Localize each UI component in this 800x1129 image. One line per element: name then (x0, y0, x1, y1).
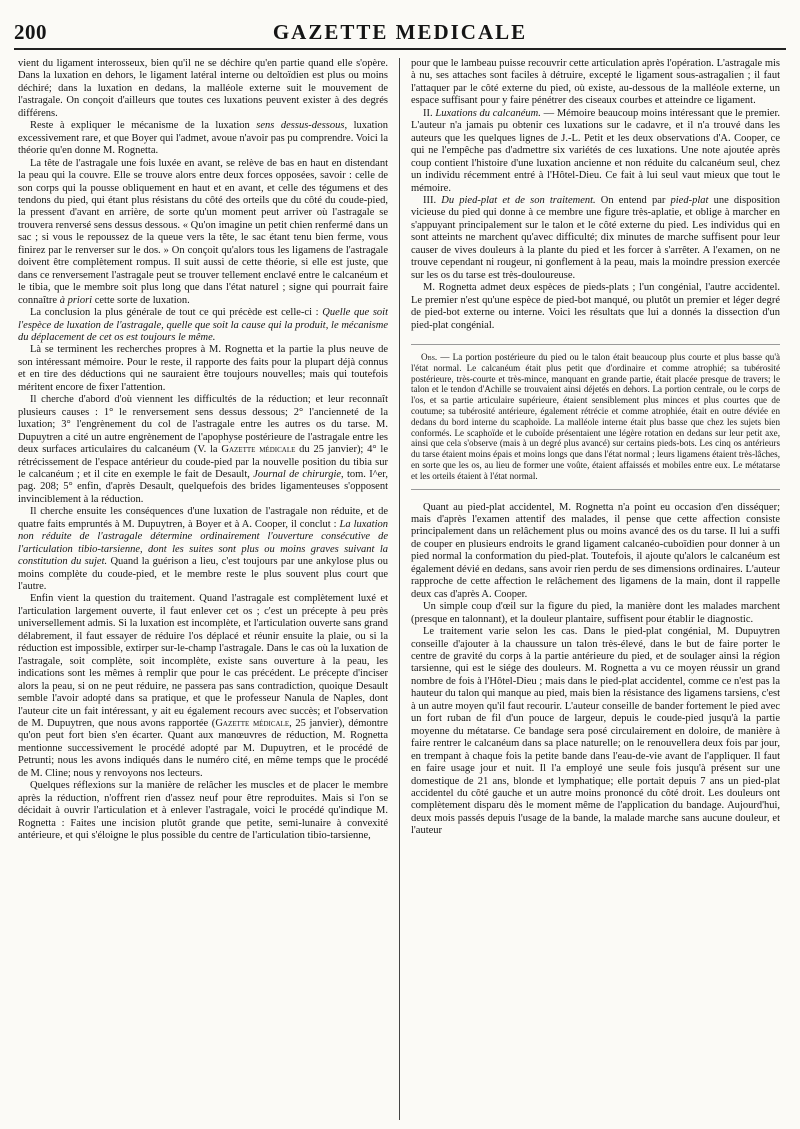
paragraph: II. Luxations du calcanéum. — Mémoire beaucoup moins intéressant que le premier. L'auteur n'a jamais pu obtenir ces luxations sur le cadavre, et il n'a trouvé dans les auteurs que les quelques lignes de J.-L. Petit et les deux observations d'A. Cooper, ce qui ne l'empêche pas d'admettre six variétés de ces luxations. Une note ajoutée après coup contient l'histoire d'une luxation ancienne et non réduite du calcanéum seul, chez un individu récemment entré à l'Hôtel-Dieu. Ce fait à lui seul vaut mieux que tout le mémoire. (411, 107, 780, 194)
paragraph: pour que le lambeau puisse recouvrir cette articulation après l'opération. L'astragale mis à nu, ses attaches sont faciles à détruire, excepté le ligament sous-astragalien ; il faut l'attaquer par le côté externe du pied, où existe, au-dessous de la malléole externe, un espace suffisant pour y faire pénétrer des ciseaux courbes et atteindre ce ligament. (411, 58, 780, 107)
header-rule (14, 48, 786, 50)
paragraph: Il cherche ensuite les conséquences d'une luxation de l'astragale non réduite, et de quatre faits empruntés à M. Dupuytren, à Boyer et à A. Cooper, il conclut : La luxation non réduite de l'astragale détermine ordinairement l'ouverture consécutive de l'articulation tibio-tarsienne, dont les suites sont plus ou moins graves suivant la constitution du sujet. Quand la guérison a lieu, c'est toujours par une ankylose plus ou moins complète du coude-pied, et le membre reste le plus souvent plus court que l'autre. (18, 506, 388, 593)
paragraph: M. Rognetta admet deux espèces de pieds-plats ; l'un congénial, l'autre accidentel. Le premier n'est qu'une espèce de pied-bot manqué, ou plutôt un premier et léger degré de pied-bot externe ou interne. Voici les résultats que lui a donnés la dissection d'un pied-plat congénial. (411, 282, 780, 331)
paragraph: III. Du pied-plat et de son traitement. On entend par pied-plat une disposition vicieuse du pied qui donne à ce membre une figure très-aplatie, et oblige à marcher en s'appuyant principalement sur le talon et le côté externe du pied. Les individus qui en sont atteints ne marchent qu'avec difficulté; dix minutes de marche suffisent pour leur causer de vives douleurs à la plante du pied et les forcer à s'arrêter. A l'examen, on ne trouve cependant ni rougeur, ni gonflement à la peau, mais la moindre pression exercée sur les os du tarse est très-douloureuse. (411, 194, 780, 281)
paragraph: Enfin vient la question du traitement. Quand l'astragale est complètement luxé et l'articulation largement ouverte, il faut enlever cet os ; c'est un précepte à peu près universellement admis. Si la luxation est incomplète, et l'articulation ouverte sans grand délabrement, il faut essayer de réduire l'os déplacé et réunir ensuite la plaie, ou si la réduction est impossible, extirper sur-le-champ l'astragale. Dans le cas où la luxation de l'astragale, soit complète, soit incomplète, existe sans ouverture à la peau, les indications sont les mêmes à remplir que pour le cas précédent. Le précepte d'inciser alors la peau, si on ne peut réduire, ne passera pas sans contradiction, quoique Desault semble l'avoir adopté dans sa pratique, et que le professeur Nanula de Naples, dont l'auteur cite un fait intéressant, y ait eu également recours avec succès; et l'observation de M. Dupuytren, que nous avons rapportée (Gazette médicale, 25 janvier), démontre qu'on peut fort bien s'en écarter. Quant aux manœuvres de réduction, M. Rognetta mentionne successivement le procédé adopté par M. Dupuytren, et le procédé de Petrunti; nous les avons indiqués dans le numéro cité, en même temps que le procédé de M. Cline; nous y renvoyons nos lecteurs. (18, 593, 388, 779)
note-label: Obs. (421, 351, 438, 362)
paragraph: Reste à expliquer le mécanisme de la luxation sens dessus-dessous, luxation excessivement rare, et que Boyer qui l'admet, avoue n'avoir pas pu comprendre. Voici la théorie qu'en donne M. Rognetta. (18, 120, 388, 157)
paragraph: Il cherche d'abord d'où viennent les difficultés de la réduction; et leur reconnaît plusieurs causes : 1° le renversement sens dessus dessous; 2° l'ancienneté de la luxation; 3° l'engrènement du col de l'astragale entre les autres os du tarse. M. Dupuytren a cité un autre engrènement de l'apophyse postérieure de l'astragale entre les deux surfaces articulaires du calcanéum (V. la Gazette médicale du 25 janvier); 4° le rétrécissement de l'espace antérieur du coude-pied par la nouvelle position du tibia sur le calcanéum ; et il cite en exemple le fait de Desault, Journal de chirurgie, tom. I^er, pag. 208; 5° enfin, d'après Desault, quelquefois des brides ligamenteuses s'opposent invinciblement à la réduction. (18, 394, 388, 505)
paragraph: Quelques réflexions sur la manière de relâcher les muscles et de placer le membre après la réduction, n'offrent rien d'assez neuf pour être reproduites. Mais si l'on se décidait à ouvrir l'articulation et à enlever l'astragale, voici le procédé qu'indique M. Rognetta : Faites une incision plutôt grande que petite, semi-lunaire à convexité antérieure, et qui s'éloigne le plus possible du centre de l'articulation tibio-tarsienne, (18, 780, 388, 842)
paragraph: vient du ligament interosseux, bien qu'il ne se déchire qu'en partie quand elle s'opère. Dans la luxation en dehors, le ligament latéral interne ou deltoïdien est plus ou moins déchiré; dans la luxation en dedans, la malléole externe suit le mouvement de l'astragale. On conçoit d'ailleurs que toutes ces luxations peuvent exister à des degrés différens. (18, 58, 388, 119)
page-header (14, 20, 786, 60)
paragraph: La tête de l'astragale une fois luxée en avant, se relève de bas en haut en distendant la peau qui la couvre. Elle se trouve alors entre deux forces opposées, savoir : celle de son corps qui la pousse obliquement en haut et en avant, et celle des tégumens et des tendons du pied, qui étant plus résistans du côté des orteils que du côté du coude-pied, la pressent d'avant en arrière, de sorte qu'un moment peut arriver où l'astragale se trouvera renversé sens dessus dessous. « Qu'on imagine un petit chien renfermé dans un sac ; si vous le repoussez de la queue vers la tête, le sac étant tenu bien ferme, vous finirez par le renverser sur le dos. » On conçoit qu'alors tous les ligamens de l'astragale doivent être complètement rompus. Il suit aussi de cette théorie, si elle est juste, que dans ce renversement l'astragale peut se trouver tellement enclavé entre le calcanéum et le tibia, que le membre soit plus long que dans l'état naturel ; signe qui pourrait faire connaître à priori cette sorte de luxation. (18, 157, 388, 306)
paragraph: Un simple coup d'œil sur la figure du pied, la manière dont les malades marchent (presque en talonnant), et la douleur plantaire, suffisent pour établir le diagnostic. (411, 601, 780, 625)
column-divider (399, 58, 400, 1120)
journal-title: GAZETTE MEDICALE (272, 20, 528, 44)
right-column (411, 58, 780, 1120)
paragraph: La conclusion la plus générale de tout ce qui précède est celle-ci : Quelle que soit l'espèce de luxation de l'astragale, quelle que soit la cause qui la produit, le mécanisme du déplacement de cet os est toujours le même. (18, 307, 388, 343)
paragraph: Le traitement varie selon les cas. Dans le pied-plat congénial, M. Dupuytren conseille d'ajouter à la chaussure un talon très-élevé, dans le but de faire porter le centre de gravité du corps à la partie antérieure du pied, et de soulager ainsi la région tarsienne, qui est le siége des douleurs. M. Rognetta a vu ce moyen réussir un grand nombre de fois à l'Hôtel-Dieu ; mais dans le pied-plat accidentel, comme ce n'est pas la hauteur du talon qui manque au pied, mais bien la résistance des ligamens tarsiens, c'est à un autre moyen qu'il faut recourir. L'auteur conseille de bander fortement le pied avec un fort ruban de fil d'un pouce de largeur, depuis le coude-pied jusqu'à la partie moyenne du métatarse. Ce bandage sera posé circulairement en doloire, de manière à faire rentrer le calcanéum dans sa place naturelle; on le renouvellera deux fois par jour, en trempant à chaque fois la petite bande dans l'eau-de-vie avant de l'appliquer. Il faut en faire usage jour et nuit. Il l'a employé une seule fois jusqu'à présent sur une domestique de 21 ans, blonde et lymphatique; elle portait depuis 7 ans un pied-plat accidentel du côté gauche et un autre moins prononcé du côté droit. Les douleurs ont complètement disparu dès le moment même de l'application du bandage. Aujourd'hui, deux mois passés depuis l'usage de la bande, la malade marche sans aucune douleur, et l'auteur (411, 626, 780, 837)
page-number: 200 (14, 20, 47, 44)
paragraph: Quant au pied-plat accidentel, M. Rognetta n'a point eu occasion d'en disséquer; mais d'après l'examen attentif des malades, il pense que cette affection consiste principalement dans un relâchement plus ou moins avancé des os du tarse. Il lui a suffi de couper en plusieurs endroits le grand ligament calcanéo-cuboïdien pour donner à un pied normal la conformation du pied-plat. Toutefois, il ajoute qu'alors le calcanéum est également dévié en dedans, sans avoir rien perdu de ses dimensions ordinaires. L'auteur rapproche de cette affection le relâchement des ligamens de la main, dont il rappelle deux cas d'après A. Cooper. (411, 501, 780, 600)
paragraph: Là se terminent les recherches propres à M. Rognetta et la partie la plus neuve de son intéressant mémoire. Pour le reste, il rapporte des faits pour la plupart déjà connus et en tire des déductions qui ne sauraient être toujours nouvelles; mais qui toutefois méritent encore de fixer l'attention. (18, 344, 388, 393)
note-text: Obs. — La portion postérieure du pied ou le talon était beaucoup plus courte et plus basse qu'à l'état normal. Le calcanéum était plus petit que d'ordinaire et comme atrophié; sa tubérosité postérieure, très-courte et très-mince, manquant en grande partie, était placée presque de travers; le talon et le tendon d'Achille se trouvaient ainsi déjetés en dehors. La portion centrale, ou le corps de l'os, et sa partie articulaire supérieure, étaient sensiblement plus minces et plus courtes que de coutume; sa tubérosité antérieure, également rétrécie et comme atrophiée, était en outre déviée en dedans du bord interne du scaphoïde. La malléole interne était plus basse que chez les sujets bien conformés. Le scaphoïde et le cuboïde présentaient une légère rotation en dedans sur leur petit axe, ainsi que cela s'observe (mais à un degré plus avancé) sur certains pieds-bots. Les cinq os antérieurs du tarse étaient moins épais et moins longs que dans l'état normal ; leurs ligamens étaient très-lâches, en sorte que les os, au lieu de former une voûte, étaient affaissés et mobiles entre eux. Le métatarse et les orteils étaient à l'état normal. (411, 351, 780, 481)
left-column (18, 58, 388, 1120)
observation-note (411, 344, 780, 490)
